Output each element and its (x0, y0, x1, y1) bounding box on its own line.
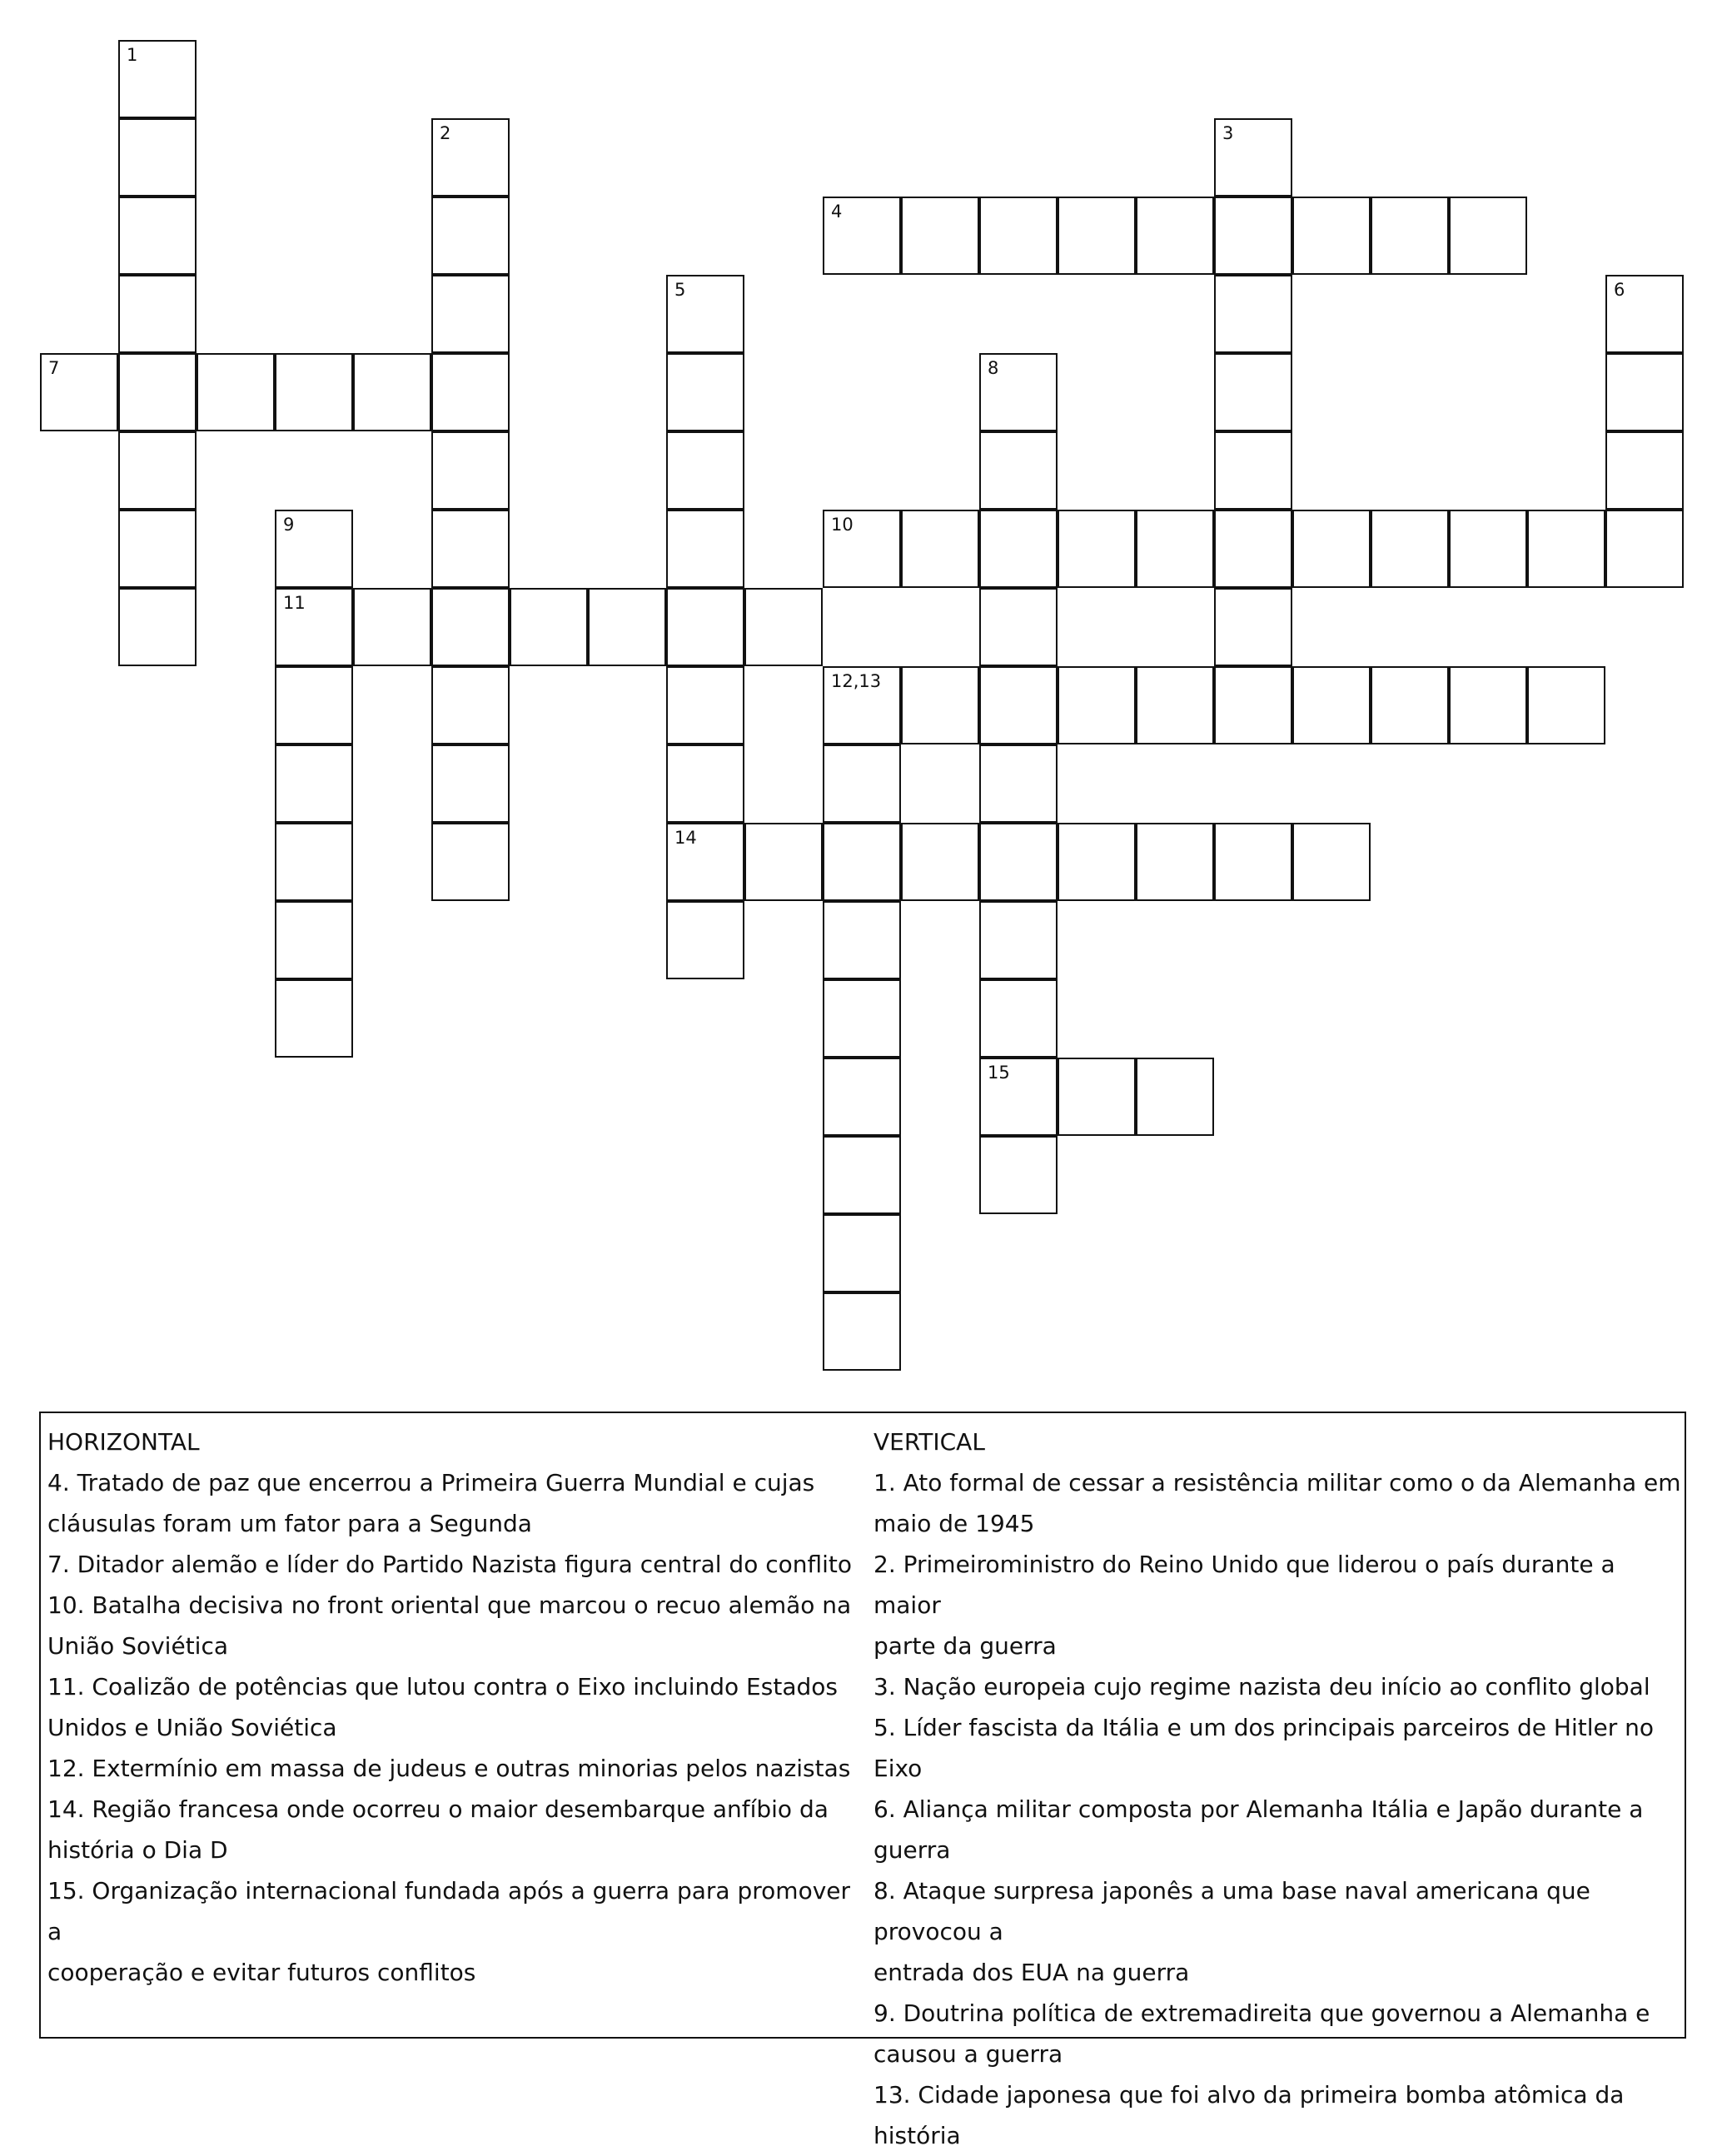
grid-cell[interactable] (275, 744, 353, 823)
clue-line: 11. Coalizão de potências que lutou contra o Eixo incluindo Estados (47, 1673, 838, 1700)
grid-cell[interactable] (275, 979, 353, 1058)
grid-cell[interactable] (118, 353, 197, 431)
clue-number: 7 (48, 358, 60, 378)
grid-cell[interactable] (1292, 666, 1371, 744)
grid-cell[interactable] (666, 588, 744, 666)
grid-cell[interactable] (1214, 666, 1292, 744)
grid-cell[interactable] (979, 510, 1058, 588)
vertical-clues (873, 1422, 1685, 2156)
grid-cell[interactable] (118, 588, 197, 666)
clue-line: cooperação e evitar futuros conflitos (47, 1959, 476, 1986)
grid-cell[interactable] (979, 666, 1058, 744)
grid-cell[interactable] (275, 510, 353, 588)
clue-line: Unidos e União Soviética (47, 1714, 337, 1741)
grid-cell[interactable] (1292, 823, 1371, 901)
grid-cell[interactable] (1136, 197, 1214, 275)
clue-line: 9. Doutrina política de extremadireita que governou a Alemanha e (873, 1999, 1650, 2027)
grid-cell[interactable] (823, 744, 901, 823)
grid-cell[interactable] (901, 666, 979, 744)
clue-line: maio de 1945 (873, 1510, 1035, 1537)
clue-line: 10. Batalha decisiva no front oriental que marcou o recuo alemão na (47, 1591, 852, 1619)
grid-cell[interactable] (431, 510, 510, 588)
grid-cell[interactable] (353, 353, 431, 431)
clue-number: 12,13 (831, 671, 882, 691)
clue-number: 4 (831, 202, 843, 222)
grid-cell[interactable] (823, 823, 901, 901)
grid-cell[interactable] (431, 275, 510, 353)
clue-line: 1. Ato formal de cessar a resistência militar como o da Alemanha em (873, 1469, 1681, 1496)
grid-cell[interactable] (431, 431, 510, 510)
clue-line: 7. Ditador alemão e líder do Partido Nazista figura central do conflito (47, 1551, 853, 1578)
grid-cell[interactable] (823, 1136, 901, 1214)
grid-cell[interactable] (744, 823, 823, 901)
grid-cell[interactable] (979, 823, 1058, 901)
clue-line: 12. Extermínio em massa de judeus e outras minorias pelos nazistas (47, 1755, 851, 1782)
grid-cell[interactable] (1058, 1058, 1136, 1136)
clues-box (39, 1412, 1686, 2149)
grid-cell[interactable] (666, 666, 744, 744)
clue-line: 14. Região francesa onde ocorreu o maior desembarque anfíbio da (47, 1795, 829, 1823)
grid-cell[interactable] (1527, 666, 1605, 744)
grid-cell[interactable] (1605, 275, 1684, 353)
grid-cell[interactable] (666, 901, 744, 979)
grid-cell[interactable] (666, 275, 744, 353)
grid-cell[interactable] (1292, 197, 1371, 275)
grid-cell[interactable] (431, 744, 510, 823)
vertical-title: VERTICAL (873, 1428, 985, 1456)
grid-cell[interactable] (1136, 510, 1214, 588)
grid-cell[interactable] (1136, 666, 1214, 744)
grid-cell[interactable] (979, 979, 1058, 1058)
grid-cell[interactable] (1058, 823, 1136, 901)
clue-number: 10 (831, 515, 854, 535)
horizontal-clues (47, 1422, 863, 1993)
grid-cell[interactable] (275, 823, 353, 901)
grid-cell[interactable] (979, 1136, 1058, 1214)
grid-cell[interactable] (1371, 666, 1449, 744)
grid-cell[interactable] (40, 353, 118, 431)
grid-cell[interactable] (431, 666, 510, 744)
grid-cell[interactable] (666, 510, 744, 588)
grid-cell[interactable] (1449, 666, 1527, 744)
clue-line: 13. Cidade japonesa que foi alvo da primeira bomba atômica da história (873, 2081, 1625, 2149)
grid-cell[interactable] (1527, 510, 1605, 588)
grid-cell[interactable] (979, 588, 1058, 666)
grid-cell[interactable] (1214, 275, 1292, 353)
grid-cell[interactable] (1449, 510, 1527, 588)
grid-cell[interactable] (118, 197, 197, 275)
grid-cell[interactable] (588, 588, 666, 666)
grid-cell[interactable] (1214, 353, 1292, 431)
grid-cell[interactable] (275, 588, 353, 666)
grid-cell[interactable] (1292, 510, 1371, 588)
grid-cell[interactable] (979, 901, 1058, 979)
grid-cell[interactable] (823, 510, 901, 588)
grid-cell[interactable] (197, 353, 275, 431)
clue-number: 6 (1614, 280, 1625, 300)
grid-cell[interactable] (823, 1292, 901, 1371)
grid-cell[interactable] (275, 901, 353, 979)
grid-cell[interactable] (118, 118, 197, 197)
grid-cell[interactable] (901, 510, 979, 588)
grid-cell[interactable] (275, 353, 353, 431)
grid-cell[interactable] (1214, 197, 1292, 275)
clue-line: guerra (873, 1836, 951, 1864)
grid-cell[interactable] (1136, 823, 1214, 901)
grid-cell[interactable] (118, 431, 197, 510)
grid-cell[interactable] (431, 823, 510, 901)
grid-cell[interactable] (823, 1058, 901, 1136)
grid-cell[interactable] (1214, 588, 1292, 666)
grid-cell[interactable] (118, 510, 197, 588)
clue-line: parte da guerra (873, 1632, 1057, 1660)
grid-cell[interactable] (1214, 118, 1292, 197)
grid-cell[interactable] (979, 744, 1058, 823)
grid-cell[interactable] (823, 197, 901, 275)
grid-cell[interactable] (1371, 197, 1449, 275)
grid-cell[interactable] (431, 197, 510, 275)
clue-line: 15. Organização internacional fundada após a guerra para promover a (47, 1877, 851, 1945)
grid-cell[interactable] (901, 823, 979, 901)
grid-cell[interactable] (979, 353, 1058, 431)
grid-cell[interactable] (823, 979, 901, 1058)
grid-cell[interactable] (118, 40, 197, 118)
clue-line: história o Dia D (47, 1836, 228, 1864)
grid-cell[interactable] (1058, 197, 1136, 275)
clue-line: 5. Líder fascista da Itália e um dos principais parceiros de Hitler no Eixo (873, 1714, 1655, 1782)
grid-cell[interactable] (823, 666, 901, 744)
clue-line: 6. Aliança militar composta por Alemanha Itália e Japão durante a (873, 1795, 1644, 1823)
grid-cell[interactable] (118, 275, 197, 353)
clue-number: 11 (283, 593, 306, 613)
clue-line: causou a guerra (873, 2040, 1063, 2068)
grid-cell[interactable] (1058, 510, 1136, 588)
grid-cell[interactable] (1214, 510, 1292, 588)
clue-number: 14 (674, 828, 697, 848)
grid-cell[interactable] (979, 197, 1058, 275)
clue-number: 9 (283, 515, 295, 535)
grid-cell[interactable] (1605, 431, 1684, 510)
grid-cell[interactable] (431, 118, 510, 197)
grid-cell[interactable] (510, 588, 588, 666)
grid-cell[interactable] (823, 1214, 901, 1292)
clue-number: 2 (440, 123, 451, 143)
grid-cell[interactable] (979, 1058, 1058, 1136)
grid-cell[interactable] (1605, 510, 1684, 588)
clue-line: cláusulas foram um fator para a Segunda (47, 1510, 532, 1537)
clue-number: 15 (988, 1063, 1010, 1083)
grid-cell[interactable] (666, 431, 744, 510)
grid-cell[interactable] (353, 588, 431, 666)
grid-cell[interactable] (666, 823, 744, 901)
grid-cell[interactable] (1371, 510, 1449, 588)
clue-line: 3. Nação europeia cujo regime nazista deu início ao conflito global (873, 1673, 1650, 1700)
grid-cell[interactable] (431, 588, 510, 666)
grid-cell[interactable] (431, 353, 510, 431)
clue-number: 1 (127, 45, 138, 65)
clue-number: 5 (674, 280, 686, 300)
horizontal-title: HORIZONTAL (47, 1428, 200, 1456)
grid-cell[interactable] (666, 744, 744, 823)
clue-line: União Soviética (47, 1632, 228, 1660)
grid-cell[interactable] (979, 431, 1058, 510)
clue-number: 8 (988, 358, 999, 378)
clue-number: 3 (1222, 123, 1234, 143)
clue-line: 2. Primeiroministro do Reino Unido que liderou o país durante a maior (873, 1551, 1615, 1619)
grid-cell[interactable] (1214, 823, 1292, 901)
grid-cell[interactable] (1605, 353, 1684, 431)
grid-cell[interactable] (744, 588, 823, 666)
grid-cell[interactable] (1058, 666, 1136, 744)
clue-line: entrada dos EUA na guerra (873, 1959, 1190, 1986)
grid-cell[interactable] (901, 197, 979, 275)
grid-cell[interactable] (1449, 197, 1527, 275)
grid-cell[interactable] (1214, 431, 1292, 510)
grid-cell[interactable] (666, 353, 744, 431)
clue-line: 8. Ataque surpresa japonês a uma base naval americana que provocou a (873, 1877, 1590, 1945)
grid-cell[interactable] (275, 666, 353, 744)
clue-line: 4. Tratado de paz que encerrou a Primeira Guerra Mundial e cujas (47, 1469, 815, 1496)
grid-cell[interactable] (823, 901, 901, 979)
grid-cell[interactable] (1136, 1058, 1214, 1136)
